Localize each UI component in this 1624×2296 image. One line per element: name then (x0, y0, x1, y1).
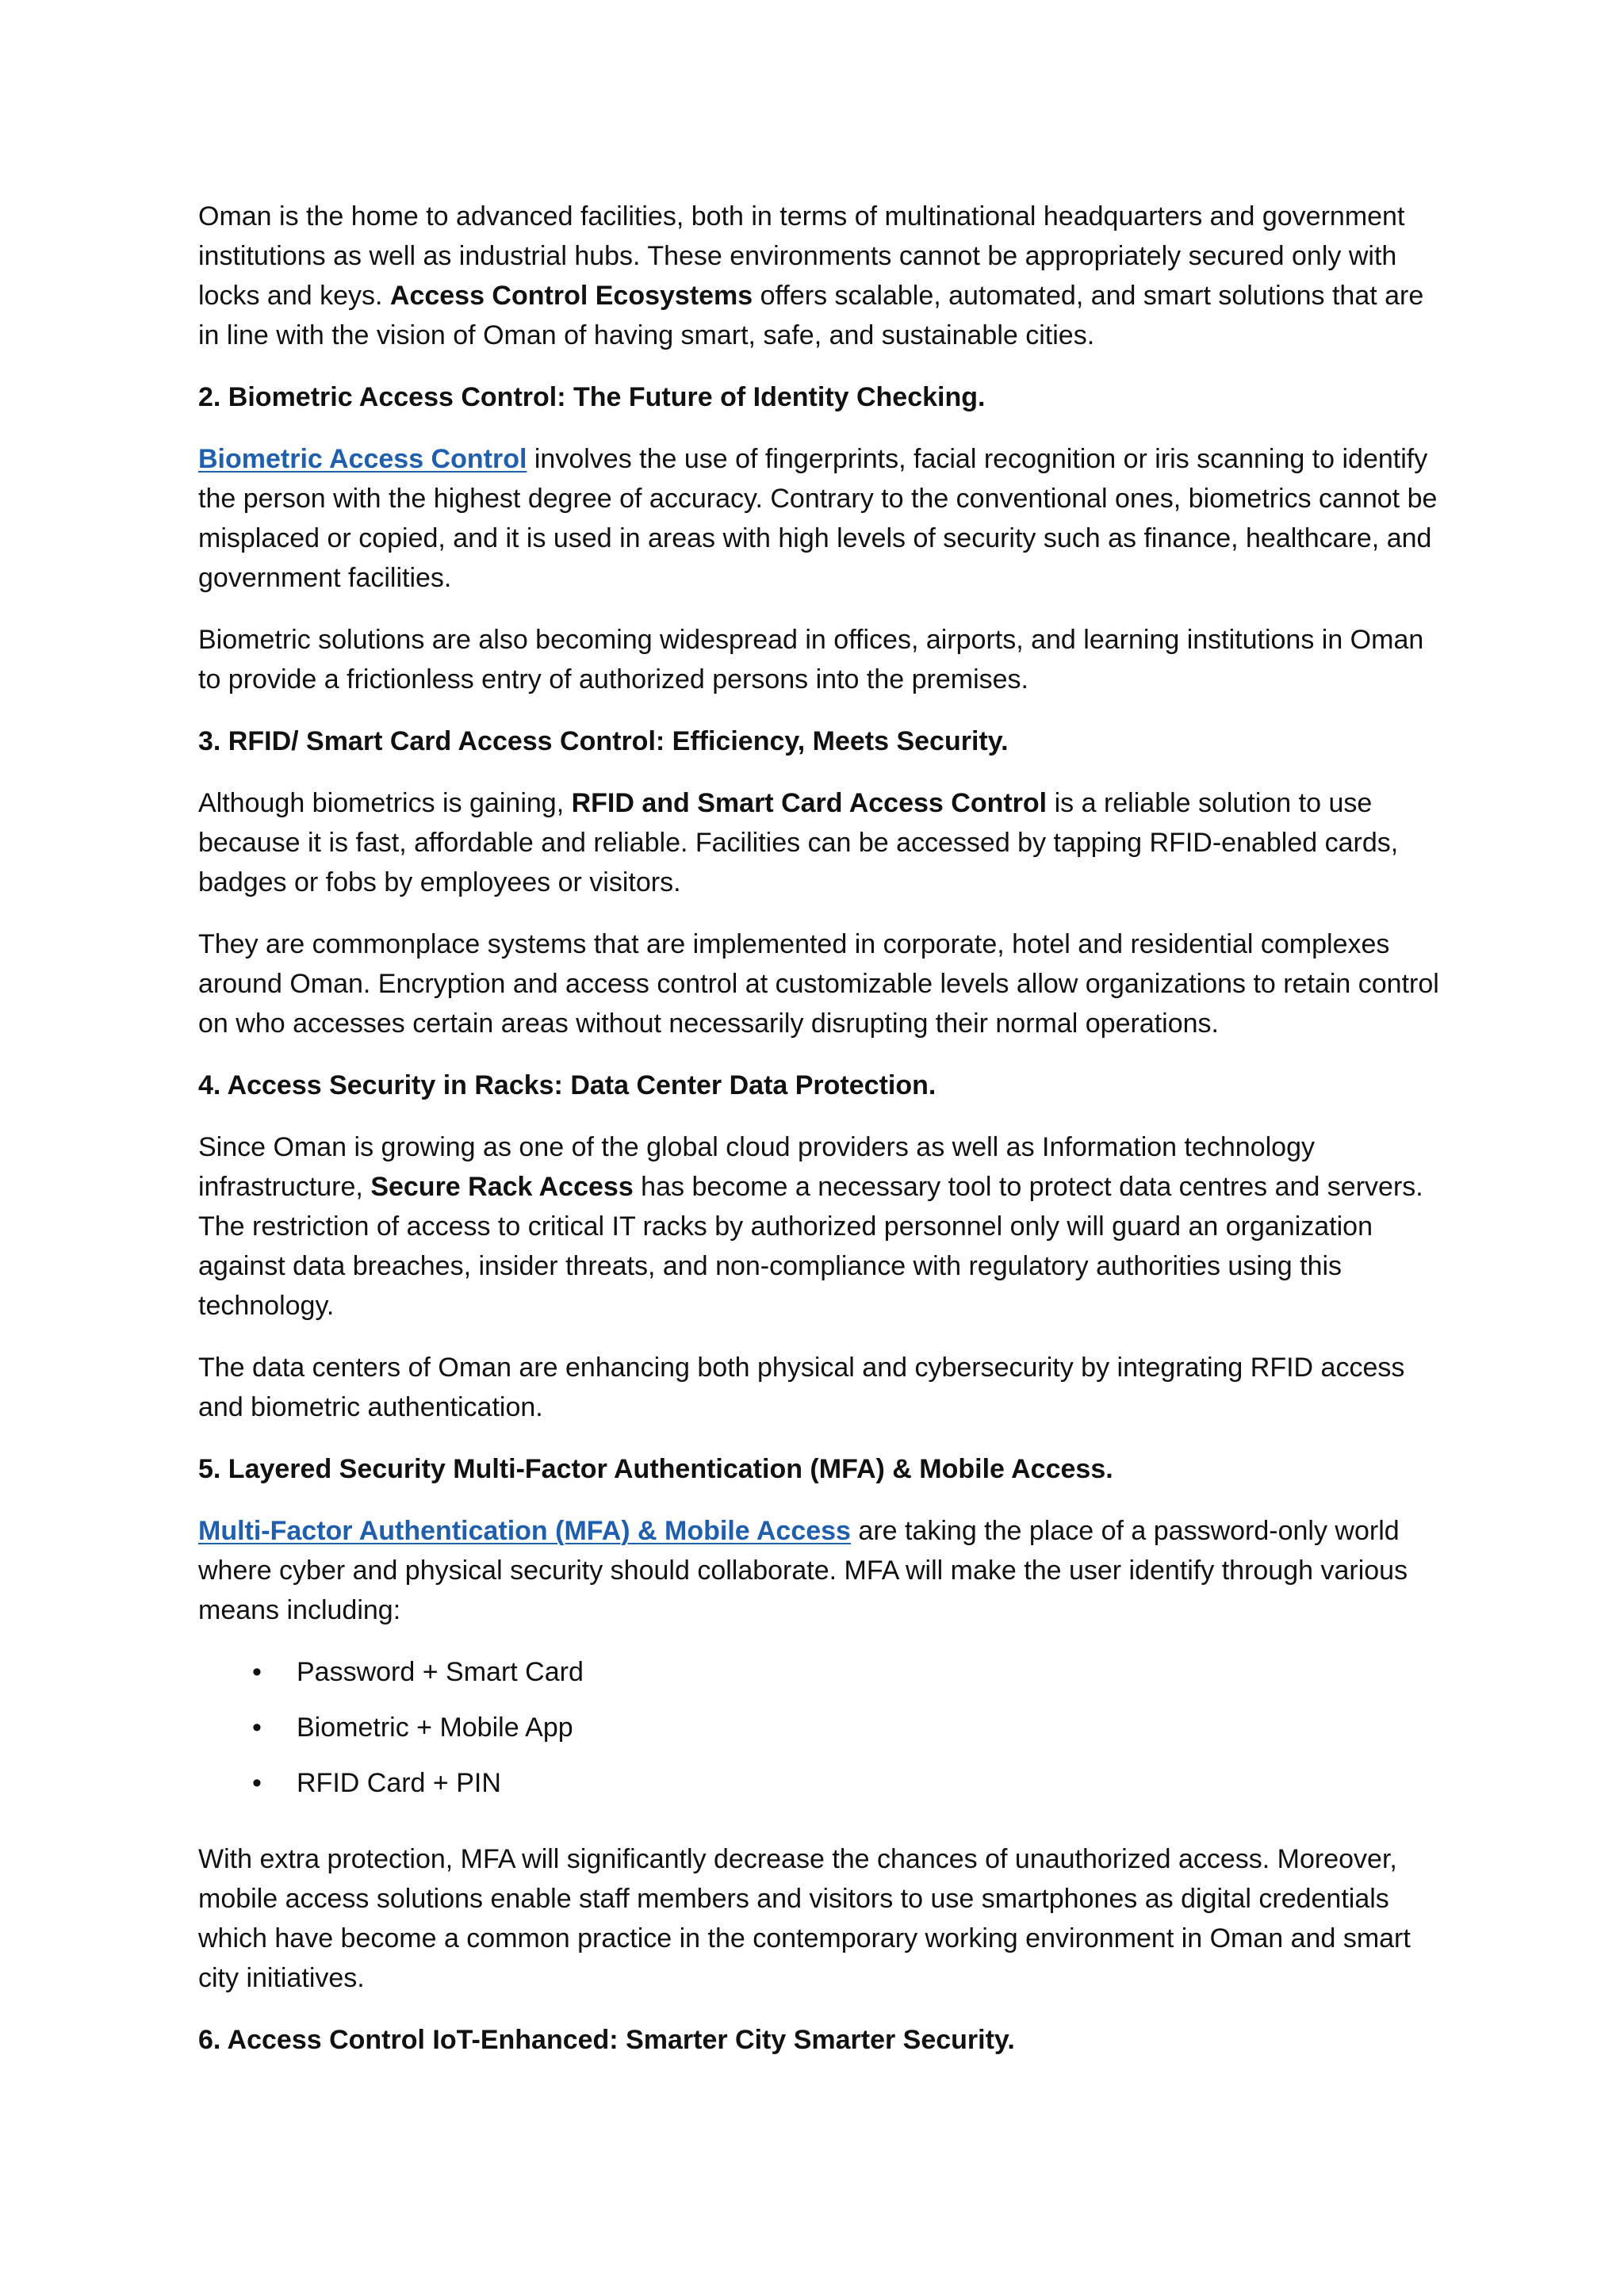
section-3-paragraph-2: They are commonplace systems that are implemented in corporate, hotel and residential complexes around Oman. Encryption and access control at customizable levels allow organizations to retain control on who accesses certain areas without necessarily disrupting their normal operations. (198, 929, 1439, 1039)
section-2-paragraph-1 (198, 439, 1451, 598)
section-2-heading: 2. Biometric Access Control: The Future of Identity Checking. (198, 382, 986, 412)
intro-text-start: Oman is the home to advanced facilities, both in terms of multinational headquarters and government institutions as well as industrial hubs. These environments cannot be appropriately secured only with locks and keys. (198, 201, 1405, 311)
section-5-heading: 5. Layered Security Multi-Factor Authentication (MFA) & Mobile Access. (198, 1454, 1113, 1484)
section-2-paragraph-2: Biometric solutions are also becoming widespread in offices, airports, and learning institutions in Oman to provide a frictionless entry of authorized persons into the premises. (198, 625, 1424, 695)
list-spacer (198, 1825, 1451, 1839)
section-3-text-end: is a reliable solution to use because it is fast, affordable and reliable. Facilities can be accessed by tapping RFID-enabled cards, badges or fobs by employees or visitors. (198, 788, 1399, 897)
mfa-mobile-access-link[interactable]: Multi-Factor Authentication (MFA) & Mobile Access (198, 1516, 851, 1546)
section-4-paragraph-2: The data centers of Oman are enhancing both physical and cybersecurity by integrating RFID access and biometric authentication. (198, 1353, 1405, 1422)
section-5-paragraph-2: With extra protection, MFA will significantly decrease the chances of unauthorized access. Moreover, mobile access solutions enable staff members and visitors to use smartphones as digital credentials which have become a common practice in the contemporary working environment in Oman and smart city initiatives. (198, 1844, 1411, 1993)
section-3-heading: 3. RFID/ Smart Card Access Control: Efficiency, Meets Security. (198, 726, 1009, 756)
section-4-text-start: Since Oman is growing as one of the global cloud providers as well as Information technology infrastructure, (198, 1132, 1315, 1202)
section-4-text-end: has become a necessary tool to protect data centres and servers. The restriction of access to critical IT racks by authorized personnel only will guard an organization against data breaches, insider threats, and non-compliance with regulatory authorities using this technology. (198, 1172, 1423, 1321)
section-4-bold-term: Secure Rack Access (370, 1172, 634, 1202)
bullet-icon: • (252, 1712, 262, 1743)
bullet-icon: • (252, 1657, 262, 1687)
document-page (198, 197, 1451, 2082)
intro-bold-term: Access Control Ecosystems (389, 281, 753, 311)
list-item-text: RFID Card + PIN (297, 1768, 501, 1798)
section-3-text-start: Although biometrics is gaining, (198, 788, 572, 818)
list-item (198, 1652, 1451, 1692)
intro-paragraph (198, 197, 1451, 355)
intro-text-end: offers scalable, automated, and smart solutions that are in line with the vision of Oman of having smart, safe, and sustainable cities. (198, 281, 1424, 350)
mfa-methods-list (198, 1652, 1451, 1803)
section-6-heading: 6. Access Control IoT-Enhanced: Smarter City Smarter Security. (198, 2025, 1015, 2055)
section-4-paragraph-1 (198, 1127, 1451, 1326)
list-item (198, 1763, 1451, 1803)
biometric-access-control-link[interactable]: Biometric Access Control (198, 444, 527, 474)
list-item-text: Biometric + Mobile App (297, 1712, 573, 1743)
section-5-paragraph-1 (198, 1511, 1451, 1630)
section-4-heading: 4. Access Security in Racks: Data Center Data Protection. (198, 1070, 936, 1100)
section-3-paragraph-1 (198, 783, 1451, 902)
list-item (198, 1708, 1451, 1747)
section-2-paragraph-1-text: involves the use of fingerprints, facial recognition or iris scanning to identify the person with the highest degree of accuracy. Contrary to the conventional ones, biometrics cannot be misplaced or copied, and it is used in areas with high levels of security such as finance, healthcare, and government facilities. (198, 444, 1438, 593)
section-3-bold-term: RFID and Smart Card Access Control (571, 788, 1048, 818)
bullet-icon: • (252, 1768, 262, 1798)
section-5-paragraph-1-text: are taking the place of a password-only world where cyber and physical security should collaborate. MFA will make the user identify through various means including: (198, 1516, 1408, 1625)
list-item-text: Password + Smart Card (297, 1657, 584, 1687)
